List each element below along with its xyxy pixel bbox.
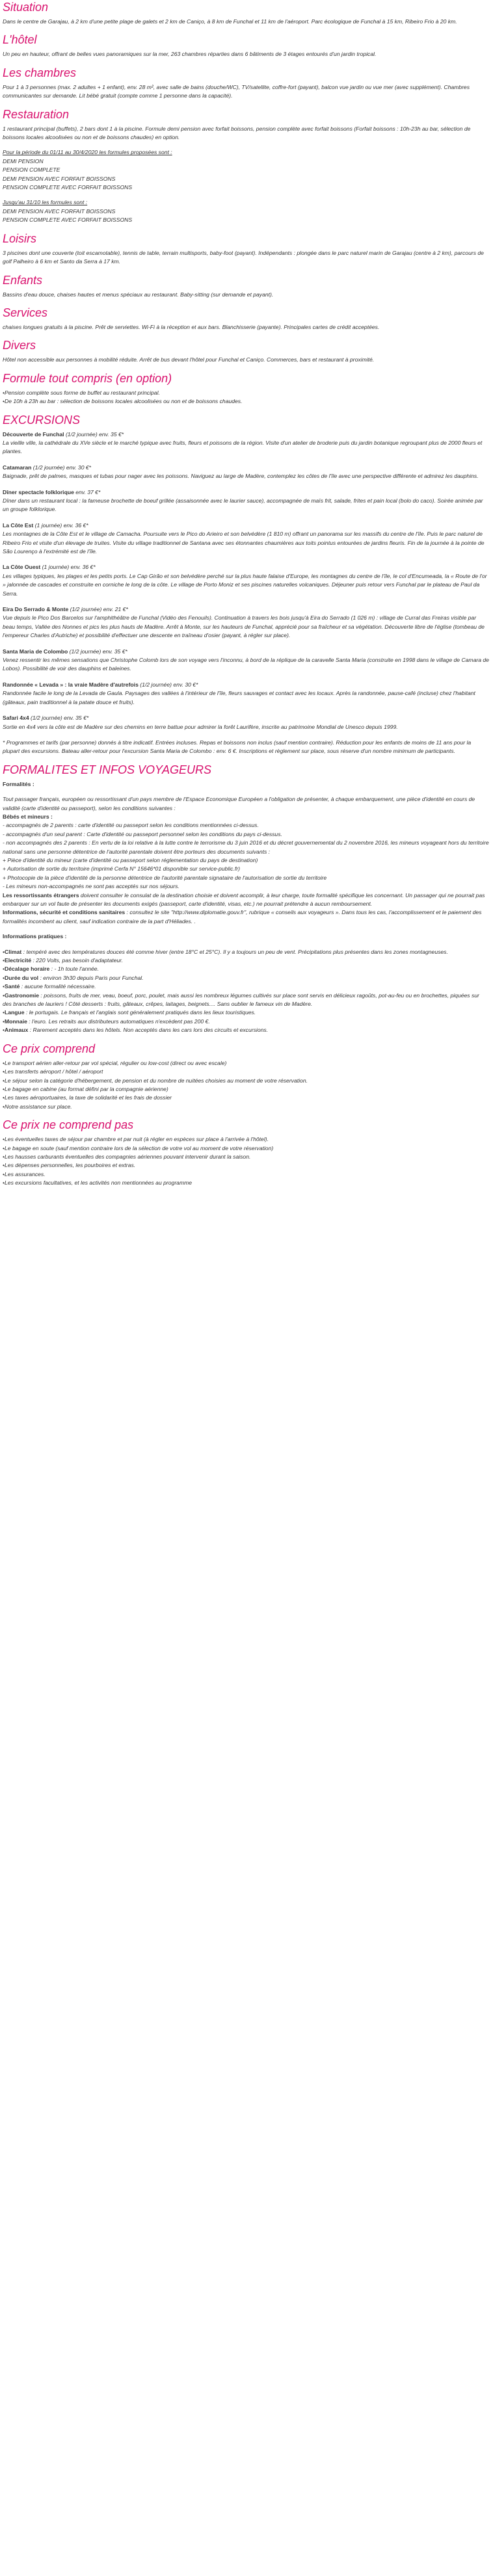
excursion-text: Sortie en 4x4 vers la côte est de Madère sur des chemins en terre battue pour admirer la forêt Laurifère, inscrite au patrimoine Mondial de Unesco depuis 1999. [3,723,398,730]
section-text: Un peu en hauteur, offrant de belles vues panoramiques sur la mer, 263 chambres réparties dans 6 bâtiments de 3 étages entourés d'un jardin tropical. [3,51,377,58]
excursion-item [3,430,489,456]
excursion-item [3,648,489,674]
excursion-text: Dîner dans un restaurant local : la fameuse brochette de boeuf grillée (assaisonnée avec le laurier sauce), accompagnée de maïs frit, salade, frites et pain local (bolo do caco). Soirée animée par un groupe folklorique. [3,497,483,513]
pratique-value: : 220 Volts, pas besoin d'adaptateur. [31,957,124,964]
formula-item: PENSION COMPLETE AVEC FORFAIT BOISSONS [3,184,133,191]
period-label: Jusqu'au 31/10 les formules sont : [3,199,88,206]
pratique-key: Electricité [5,957,32,964]
excursion-name: Dîner spectacle folklorique [3,488,74,495]
ressortissants-text: doivent consulter le consulat de la destination choisie et doivent accomplir, à leur charge, toute formalité spécifique les concernant. Un passager qui ne pourrait pas embarquer sur un vol faute de présenter les documents exigés (passeport, carte d'identité, visas, etc.) ne pourrait prétendre à aucun remboursement. [3,891,485,907]
section-title: Services [3,306,48,319]
list-item: • Les assurances. [3,1170,489,1179]
excursion-list [3,430,489,731]
section-enfants [3,273,489,299]
section-title: Enfants [3,273,43,287]
section-title: Loisirs [3,231,37,245]
section-hotel [3,33,489,59]
formalites-line: - accompagnés d'un seul parent : Carte d'identité ou passeport personnel selon les conditions du pays ci-dessus. [3,830,282,837]
list-item: • Le bagage en soute (sauf mention contraire lors de la sélection de votre vol au moment de votre réservation) [3,1144,489,1153]
pratique-value: : le portugais. Le français et l'anglais sont généralement pratiqués dans les lieux touristiques. [24,1009,256,1016]
pratique-value: : l'euro. Les retraits aux distributeurs automatiques n'excèdent pas 200 €. [27,1018,210,1025]
infos-label: Informations, sécurité et conditions sanitaires [3,909,126,916]
section-loisirs [3,231,489,267]
section-text: 3 piscines dont une couverte (toit escamotable), tennis de table, terrain multisports, baby-foot (payant). Indépendants : plongée dans le parc naturel marin de Garajau (centre à 2 km), parcours de golf Palheiro à 6 km et Santo da Serra à 17 km. [3,249,484,265]
excursion-name: Eira Do Serrado & Monte [3,606,69,613]
excursion-name: Santa Maria de Colombo [3,648,68,655]
excursion-name: Catamaran [3,464,32,471]
list-item: • De 10h à 23h au bar : sélection de boissons locales alcoolisées ou non et de boissons chaudes. [3,397,489,406]
section-title: L'hôtel [3,33,37,47]
formula-item: DEMI PENSION AVEC FORFAIT BOISSONS [3,207,116,215]
excursion-meta: (1/2 journée) env. 35 €* [64,430,124,438]
excursion-text: Les villages typiques, les plages et les petits ports. Le Cap Girão et son belvédère perché sur la plus haute falaise d'Europe, les montagnes du centre de l'île, le col d'Encumeada, la « Route de l'or » jalonnée de cascades et construite en corniche le long de la côte. Le village de Porto Moniz et ses piscines naturelles volcaniques. Déjeuner puis retour vers Funchal par le plateau de Paul da Serra. [3,572,487,597]
section-divers [3,338,489,364]
section-formalites [3,763,489,1035]
formula-item: DEMI PENSION [3,157,44,164]
excursion-meta: (1/2 journée) env. 35 €* [68,648,127,655]
pratique-value: : tempéré avec des températures douces été comme hiver (entre 18°C et 25°C). Il y a toujours un peu de vent. Précipitations plus présentes dans les zones montagneuses. [21,948,448,955]
pratique-key: Décalage horaire [5,966,50,973]
excursion-meta: (1/2 journée) env. 30 €* [31,464,91,471]
list-item: • Les transferts aéroport / hôtel / aéroport [3,1068,489,1076]
section-chambres [3,66,489,101]
excursion-text: Les montagnes de la Côte Est et le village de Camacha. Poursuite vers le Pico do Arieiro et son belvédère (1 810 m) offrant un panorama sur les massifs du centre de l'île. Puis le parc naturel de Ribeiro Frio et visite d'un élevage de truites. Visite du village traditionnel de Santana avec ses étonnantes chaumières aux toits pointus entourées de jardins fleuris. Fin de la journée à la pointe de São Lourenço à l'extrémité est de l'île. [3,531,485,555]
pratique-value: : poissons, fruits de mer, veau, boeuf, porc, poulet, mais aussi les nombreux légumes cultivés sur place sont servis en délicieux ragoûts, pot-au-feu ou en brochettes, piquées sur des branches de lauriers ! Côté desserts : fruits, gâteaux, crêpes, laitages, beignets.... Sans oublier le fameux vin de Madère. [3,992,479,1008]
section-text: Pour 1 à 3 personnes (max. 2 adultes + 1 enfant), env. 28 m², avec salle de bains (douche/WC), TV/satellite, coffre-fort (payant), balcon vue jardin ou vue mer (avec supplément). Chambres communicantes sur demande. Lit bébé gratuit (compte comme 1 personne dans la capacité). [3,83,470,99]
excursion-name: Découverte de Funchal [3,430,64,438]
pratique-value: : environ 3h30 depuis Paris pour Funchal. [38,974,144,981]
excursion-text: La vieille ville, la cathédrale du XVe siècle et le marché typique avec fruits, fleurs et poissons de la région. Visite d'un atelier de broderie puis du jardin botanique regroupant plus de 2000 fleurs et plantes. [3,439,483,455]
section-title: Ce prix comprend [3,1042,96,1055]
section-text: Dans le centre de Garajau, à 2 km d'une petite plage de galets et 2 km de Caniço, à 8 km de Funchal et 11 km de l'aéroport. Parc écologique de Funchal à 15 km, Ribeiro Frio à 20 km. [3,18,457,25]
excursion-meta: env. 37 €* [73,488,101,495]
excursion-item [3,488,489,514]
excursion-item [3,464,489,481]
pratique-value: : - 1h toute l'année. [49,966,99,973]
formula-item: PENSION COMPLETE [3,166,60,174]
section-formule-tout-compris [3,371,489,406]
section-excursions [3,413,489,756]
section-text: chaises longues gratuits à la piscine. Prêt de serviettes. Wi-Fi à la réception et aux bars. Blanchisserie (payante). Principales cartes de crédit acceptées. [3,323,380,330]
infos-text: : consultez le site "http://www.diplomatie.gouv.fr", rubrique « conseils aux voyageurs ». Dans tous les cas, l'accomplissement et le paiement des formalités incombent au client, sauf indication contraire de la part d'Héliades. . [3,909,482,925]
excursion-text: Venez ressentir les mêmes sensations que Christophe Colomb lors de son voyage vers l'inconnu, à bord de la réplique de la caravelle Santa Maria (construite en 1998 dans le village de Camara de Lobos). Possibilité de voir des dauphins et baleines. [3,657,489,672]
excursion-item [3,563,489,598]
list-item: • Notre assistance sur place. [3,1103,489,1111]
list-item: • Les taxes aéroportuaires, la taxe de solidarité et les frais de dossier [3,1094,489,1102]
ressortissants-label: Les ressortissants étrangers [3,891,79,899]
list-item: • Le séjour selon la catégorie d'hébergement, de pension et du nombre de nuitées choisies au moment de votre réservation. [3,1077,489,1085]
formalites-line: + Photocopie de la pièce d'identité de la personne détentrice de l'autorité parentale signataire de l'autorisation de sortie du territoire [3,874,327,881]
excursion-note: * Programmes et tarifs (par personne) donnés à titre indicatif. Entrées incluses. Repas et boissons non inclus (sauf mention contraire). Réduction pour les enfants de moins de 11 ans pour la plupart des excursions. Bateau aller-retour pour l'excursion Santa Maria de Colombo : env. 6 €. Inscriptions et règlement sur place, sous réserve d'un nombre minimum de participants. [3,739,472,755]
hotel-description-page [0,0,493,1188]
section-title: Divers [3,339,36,352]
excursion-text: Randonnée facile le long de la Levada de Gaula. Paysages des vallées à l'intérieur de l'île, fleurs sauvages et contact avec les locaux. Après la randonnée, pause-café (incluse) chez l'habitant (gâteaux, pain traditionnel à la patate douce et fruits). [3,690,475,705]
pratique-key: Monnaie [5,1018,27,1025]
excursion-name: La Côte Est [3,521,34,529]
section-title: Ce prix ne comprend pas [3,1118,134,1132]
excursion-name: Randonnée « Levada » : la vraie Madère d'autrefois [3,681,139,688]
formula-item: PENSION COMPLETE AVEC FORFAIT BOISSONS [3,217,133,224]
section-text: 1 restaurant principal (buffets), 2 bars dont 1 à la piscine. Formule demi pension avec forfait boissons, pension complète avec forfait boissons (Forfait boissons : 10h-23h au bar, sélection de boissons locales alcoolisées ou non et de boissons chaudes) en option. [3,125,471,141]
section-title: Restauration [3,107,70,121]
pratique-key: Santé [5,983,20,990]
section-restauration [3,107,489,225]
excursion-text: Baignade, prêt de palmes, masques et tubas pour nager avec les poissons. Naviguez au large de Madère, contemplez les côtes de l'île avec une perspective différente et admirez les dauphins. [3,473,479,480]
pratiques-label: Informations pratiques : [3,933,67,940]
pratique-key: Durée du vol [5,974,39,981]
formalites-line: + Autorisation de sortie du territoire (imprimé Cerfa N° 15646*01 disponible sur service-public.fr) [3,865,240,873]
list-item: • Les éventuelles taxes de séjour par chambre et par nuit (à régler en espèces sur place à l'arrivée à l'hôtel). [3,1135,489,1144]
pratique-value: : aucune formalité nécessaire. [20,983,96,990]
formalites-intro: Tout passager français, européen ou ressortissant d'un pays membre de l'Espace Economique Européen a l'obligation de présenter, à chaque embarquement, une pièce d'identité en cours de validité (carte d'identité ou passeport), selon les conditions suivantes : [3,796,475,811]
pratique-key: Gastronomie [5,992,40,999]
list-item: • Pension complète sous forme de buffet au restaurant principal. [3,389,489,397]
section-text: Bassins d'eau douce, chaises hautes et menus spéciaux au restaurant. Baby-sitting (sur demande et payant). [3,291,274,298]
excursion-name: La Côte Ouest [3,564,41,571]
section-title: Situation [3,1,49,14]
excursion-meta: (1/2 journée) env. 21 €* [68,606,128,613]
excursion-item [3,714,489,731]
formalites-line: + Pièce d'identité du mineur (carte d'identité ou passeport selon réglementation du pays de destination) [3,856,258,863]
excursion-item [3,605,489,640]
formalites-line: - accompagnés de 2 parents : carte d'identité ou passeport selon les conditions mentionnées ci-dessus. [3,822,259,829]
section-text: Hôtel non accessible aux personnes à mobilité réduite. Arrêt de bus devant l'hôtel pour Funchal et Caniço. Commerces, bars et restaurant à proximité. [3,356,375,363]
pratique-key: Langue [5,1009,25,1016]
excursion-meta: (1/2 journée) env. 35 €* [29,715,89,722]
section-services [3,306,489,332]
period-label: Pour la période du 01/11 au 30/4/2020 les formules proposées sont : [3,149,172,156]
section-prix-compris [3,1042,489,1111]
pratique-value: : Rarement acceptés dans les hôtels. Non acceptés dans les cars lors des circuits et excursions. [28,1027,269,1034]
formalites-line: - non accompagnés des 2 parents : En vertu de la loi relative à la lutte contre le terrorisme du 3 juin 2016 et du décret gouvernemental du 2 novembre 2016, les mineurs voyageant hors du territoire national sans une personne détentrice de l'autorité parentale doivent être porteurs des documents suivants : [3,839,489,855]
section-title: Les chambres [3,66,77,79]
section-prix-non-compris [3,1118,489,1187]
section-title: Formule tout compris (en option) [3,371,172,385]
section-title: FORMALITES ET INFOS VOYAGEURS [3,763,212,776]
formalites-line: - Les mineurs non-accompagnés ne sont pas acceptés sur nos séjours. [3,883,180,890]
excursion-item [3,521,489,557]
excursion-meta: (1 journée) env. 36 €* [33,521,88,529]
pratique-key: Climat [5,948,22,955]
list-item: • Les excursions facultatives, et les activités non mentionnées au programme [3,1179,489,1187]
section-situation [3,0,489,26]
list-item: • Les hausses carburants éventuelles des compagnies aériennes pouvant intervenir durant la saison. [3,1153,489,1161]
excursion-item [3,681,489,707]
excursion-meta: (1/2 journée) env. 30 €* [138,681,198,688]
excursion-text: Vue depuis le Pico Dos Barcelos sur l'amphithéâtre de Funchal (Vidéo des Fenouils). Continuation à travers les bois jusqu'à Eira do Serrado (1 026 m) : village de Curral das Freiras visible par beau temps, Vallée des Nonnes et pics les plus hauts de Madère. Arrêt à Monte, sur les hauteurs de Funchal, apprécié pour sa fraîcheur et sa végétation. Découverte libre de l'église (tombeau de l'empereur Charles d'Autriche) et possibilité d'effectuer une descente en traîneau d'osier (payant, à régler sur place). [3,614,485,639]
list-item: • Le bagage en cabine (au format défini par la compagnie aérienne) [3,1085,489,1094]
bebes-label: Bébés et mineurs : [3,813,53,820]
formalites-label: Formalités : [3,780,34,787]
excursion-meta: (1 journée) env. 36 €* [40,564,96,571]
formula-item: DEMI PENSION AVEC FORFAIT BOISSONS [3,175,116,182]
section-title: EXCURSIONS [3,413,81,427]
list-item: • Le transport aérien aller-retour par vol spécial, régulier ou low-cost (direct ou avec escale) [3,1059,489,1068]
excursion-name: Safari 4x4 [3,715,29,722]
list-item: • Les dépenses personnelles, les pourboires et extras. [3,1161,489,1170]
pratique-key: Animaux [5,1027,29,1034]
